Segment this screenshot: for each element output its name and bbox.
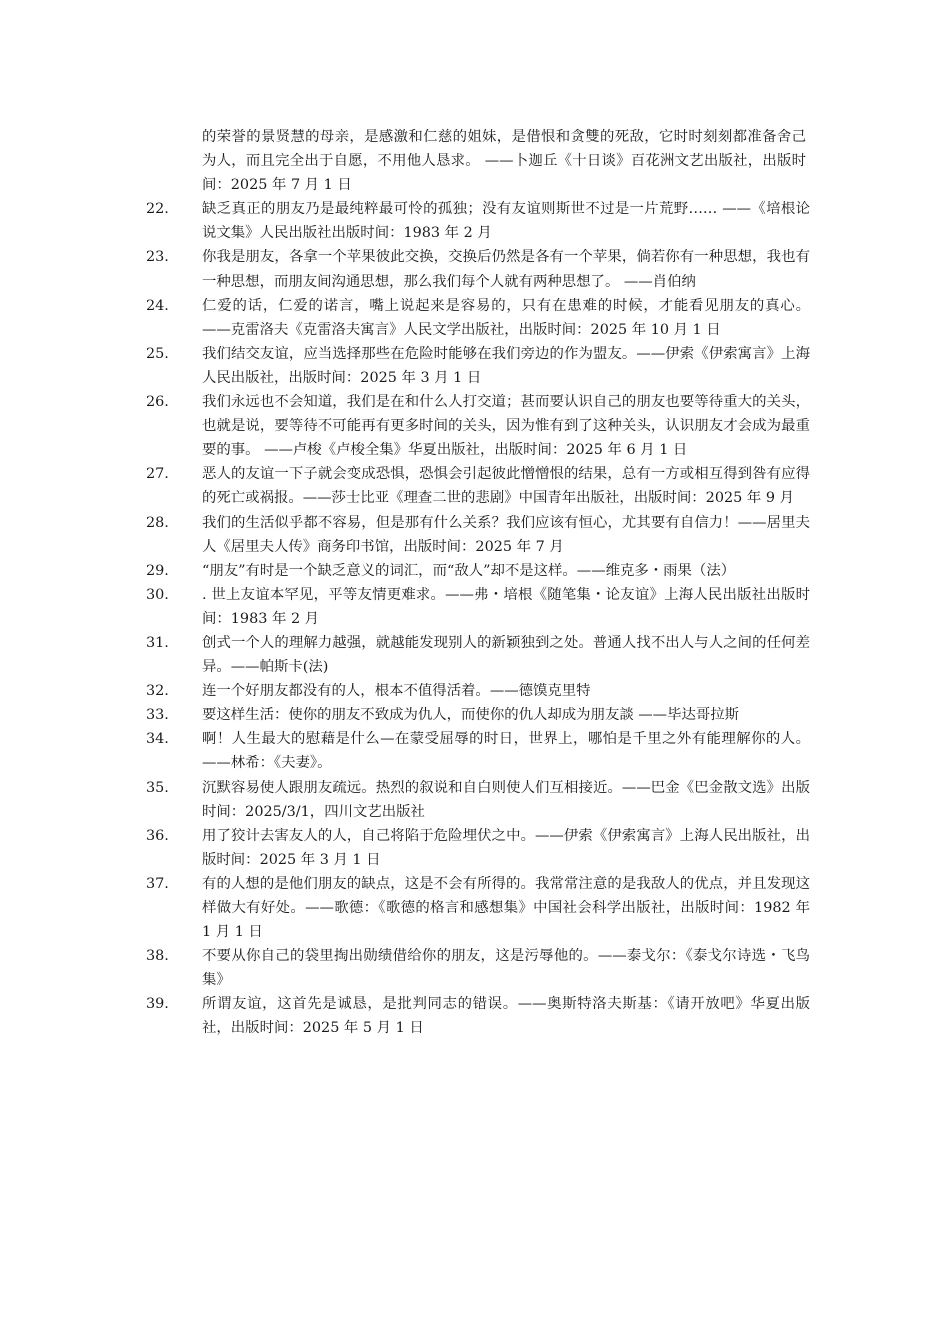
list-item	[146, 631, 816, 679]
list-item	[146, 245, 816, 293]
item-text: 连一个好朋友都没有的人，根本不值得活着。——德馍克里特	[202, 683, 591, 700]
list-item	[146, 583, 816, 631]
item-number: 35.	[146, 779, 169, 796]
item-text: . 世上友谊本罕见，平等友情更难求。——弗・培根《随笔集・论友谊》上海人民出版社出版时间：1983 年 2 月	[202, 586, 810, 627]
list-item	[146, 992, 816, 1040]
list-item	[146, 197, 816, 245]
item-number: 28.	[146, 514, 169, 531]
item-number: 38.	[146, 948, 169, 965]
item-text: 用了狡计去害友人的人，自己将陷于危险埋伏之中。——伊索《伊索寓言》上海人民出版社，出版时间：2025 年 3 月 1 日	[202, 827, 810, 868]
item-text: 啊！人生最大的慰藉是什么—在蒙受屈辱的时日，世界上，哪怕是千里之外有能理解你的人。——林希：《夫妻》。	[202, 731, 810, 772]
item-text: 创式一个人的理解力越强，就越能发现别人的新颖独到之处。普通人找不出人与人之间的任何差异。——帕斯卡(法)	[202, 634, 810, 676]
item-number: 27.	[146, 466, 169, 483]
item-text: 仁爱的话，仁爱的诺言，嘴上说起来是容易的，只有在患难的时候，才能看见朋友的真心。 ——克雷洛夫《克雷洛夫寓言》人民文学出版社，出版时间：2025 年 10 月 1 日	[202, 297, 810, 338]
item-text: 恶人的友谊一下子就会变成恐惧，恐惧会引起彼此憎憎恨的结果，总有一方或相互得到咎有应得的死亡或祸报。——莎士比亚《理查二世的悲剧》中国青年出版社，出版时间：2025 年 9 月	[202, 466, 810, 507]
item-text: “朋友”有时是一个缺乏意义的词汇，而“敌人”却不是这样。——维克多・雨果（法）	[202, 562, 736, 579]
list-item	[146, 342, 816, 390]
list-item	[146, 776, 816, 824]
item-number: 33.	[146, 707, 169, 724]
list-item	[146, 511, 816, 559]
list-item	[146, 703, 816, 727]
item-number: 25.	[146, 345, 169, 362]
item-number: 39.	[146, 996, 169, 1013]
item-number: 32.	[146, 683, 169, 700]
item-text: 我们的生活似乎都不容易，但是那有什么关系？我们应该有恒心，尤其要有自信力！——居里夫人《居里夫人传》商务印书馆，出版时间：2025 年 7 月	[202, 514, 810, 555]
item-text: 我们永远也不会知道，我们是在和什么人打交道；甚而要认识自己的朋友也要等待重大的关头，也就是说，要等待不可能再有更多时间的关头，因为惟有到了这种关头，认识朋友才会成为最重要的事。 ——卢梭《卢梭全集》华夏出版社，出版时间：2025 年 6 月 1 日	[202, 394, 810, 459]
list-item	[146, 462, 816, 510]
item-number: 30.	[146, 586, 169, 603]
item-number: 34.	[146, 731, 169, 748]
item-number: 23.	[146, 249, 169, 266]
item-text: 不要从你自己的袋里掏出勋绩借给你的朋友，这是污辱他的。——泰戈尔：《泰戈尔诗选・飞鸟集》	[202, 948, 810, 989]
continued-quote: 的荣誉的景贤慧的母亲，是感激和仁慈的姐妹，是借恨和贪雙的死敌，它时时刻刻都准备舍己为人，而且完全出于自愿，不用他人恳求。 ——卜迦丘《十日谈》百花洲文艺出版社，出版时间：2025 年 7 月 1 日	[202, 129, 806, 194]
item-text: 缺乏真正的朋友乃是最纯粹最可怜的孤独；没有友谊则斯世不过是一片荒野…… ——《培根论说文集》人民出版社出版时间：1983 年 2 月	[202, 201, 810, 242]
list-item	[146, 944, 816, 992]
item-number: 36.	[146, 827, 169, 844]
list-item	[146, 390, 816, 462]
item-number: 37.	[146, 875, 169, 892]
list-item	[146, 727, 816, 775]
item-number: 22.	[146, 201, 169, 218]
item-text: 要这样生活：使你的朋友不致成为仇人，而使你的仇人却成为朋友談 ——毕达哥拉斯	[202, 707, 740, 724]
item-number: 26.	[146, 394, 169, 411]
list-item	[146, 872, 816, 944]
list-item	[146, 294, 816, 342]
item-text: 我们结交友谊，应当选择那些在危险时能够在我们旁边的作为盟友。——伊索《伊索寓言》上海人民出版社，出版时间：2025 年 3 月 1 日	[202, 345, 810, 386]
item-text: 所谓友谊，这首先是诚恳，是批判同志的错误。——奥斯特洛夫斯基：《请开放吧》华夏出版社，出版时间：2025 年 5 月 1 日	[202, 996, 810, 1037]
quote-list	[146, 125, 816, 1041]
item-number: 24.	[146, 297, 169, 314]
list-item	[146, 679, 816, 703]
list-item	[146, 559, 816, 583]
item-text: 你我是朋友，各拿一个苹果彼此交换，交换后仍然是各有一个苹果，倘若你有一种思想，我也有一种思想，而朋友间沟通思想，那么我们每个人就有两种思想了。 ——肖伯纳	[202, 249, 810, 290]
item-text: 有的人想的是他们朋友的缺点，这是不会有所得的。我常常注意的是我敌人的优点，并且发现这样做大有好处。——歌德：《歌德的格言和感想集》中国社会科学出版社，出版时间：1982 年 1 月 1 日	[202, 875, 810, 941]
numbered-items	[146, 197, 816, 1040]
item-number: 31.	[146, 634, 169, 651]
item-number: 29.	[146, 562, 169, 579]
list-item	[146, 824, 816, 872]
item-text: 沉默容易使人跟朋友疏远。热烈的叙说和自白则使人们互相接近。——巴金《巴金散文选》出版时间：2025/3/1，四川文艺出版社	[202, 779, 810, 820]
